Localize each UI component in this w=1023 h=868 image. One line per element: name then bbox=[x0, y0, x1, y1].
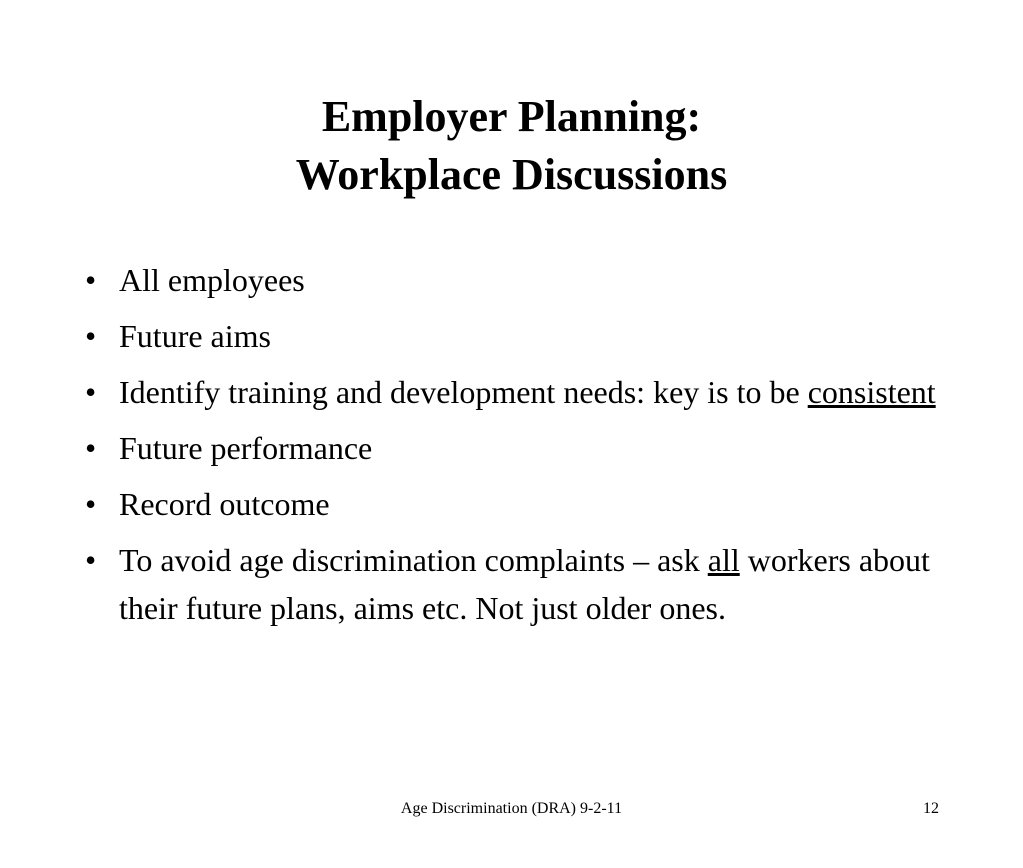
bullet-item-future-performance bbox=[85, 424, 965, 472]
bullet-item-future-aims bbox=[85, 312, 965, 360]
bullet-list bbox=[85, 256, 965, 640]
bullet-text-after: workers about their future plans, aims etc. Not just older ones. bbox=[119, 542, 930, 626]
bullet-icon: • bbox=[85, 430, 97, 466]
bullet-text: Future aims bbox=[119, 318, 271, 354]
bullet-item-record-outcome bbox=[85, 480, 965, 528]
bullet-text: To avoid age discrimination complaints – ask bbox=[119, 542, 708, 578]
slide-title bbox=[0, 88, 1023, 204]
bullet-text: Record outcome bbox=[119, 486, 330, 522]
underlined-emphasis: all bbox=[707, 542, 740, 578]
title-line-1: Employer Planning: bbox=[321, 92, 702, 141]
underlined-emphasis: consistent bbox=[807, 374, 936, 410]
bullet-icon: • bbox=[85, 486, 97, 522]
page-number: 12 bbox=[923, 800, 939, 817]
bullet-text: Identify training and development needs: key is to be bbox=[119, 374, 808, 410]
bullet-icon: • bbox=[85, 374, 97, 410]
bullet-icon: • bbox=[85, 318, 97, 354]
footer-text: Age Discrimination (DRA) 9-2-11 bbox=[400, 800, 623, 817]
bullet-item-all-employees bbox=[85, 256, 965, 304]
bullet-item-training-needs bbox=[85, 368, 965, 416]
bullet-icon: • bbox=[85, 542, 97, 578]
bullet-item-avoid-discrimination bbox=[85, 536, 965, 632]
bullet-text: All employees bbox=[119, 262, 305, 298]
bullet-icon: • bbox=[85, 262, 97, 298]
bullet-text: Future performance bbox=[119, 430, 373, 466]
title-line-2: Workplace Discussions bbox=[295, 150, 728, 199]
